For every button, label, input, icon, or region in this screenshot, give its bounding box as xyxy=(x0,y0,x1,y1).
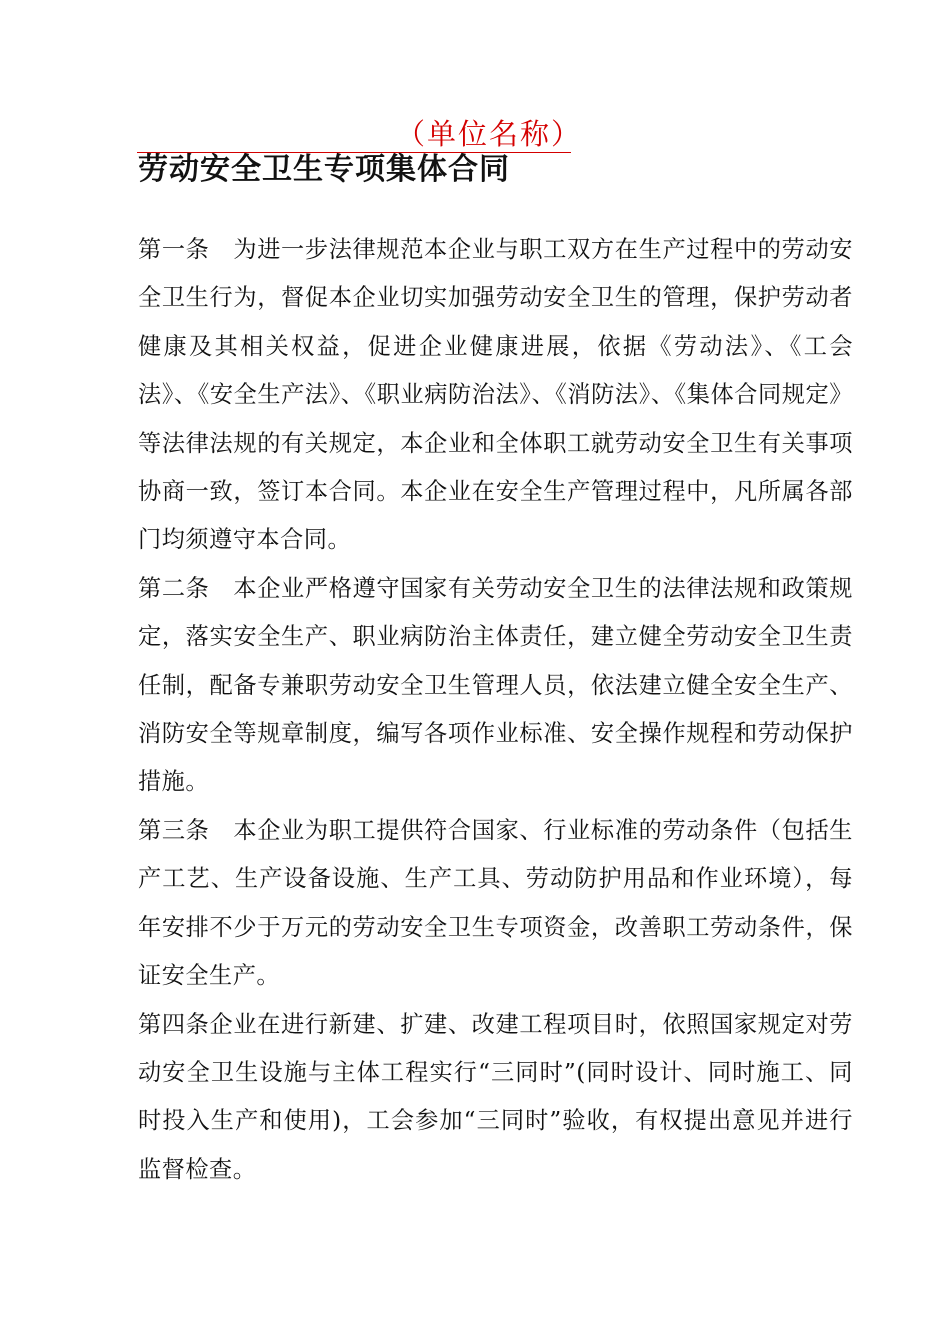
article-4: 第四条企业在进行新建、扩建、改建工程项目时，依照国家规定对劳动安全卫生设施与主体工程实行“三同时”(同时设计、同时施工、同时投入生产和使用)，工会参加“三同时”验收，有权提出意见并进行监督检查。 xyxy=(138,1010,853,1183)
article-3: 第三条 本企业为职工提供符合国家、行业标准的劳动条件（包括生产工艺、生产设备设施、生产工具、劳动防护用品和作业环境），每年安排不少于万元的劳动安全卫生专项资金，改善职工劳动条件，保证安全生产。 xyxy=(138,816,853,990)
document-title: 劳动安全卫生专项集体合同 xyxy=(138,152,510,187)
article-2: 第二条 本企业严格遵守国家有关劳动安全卫生的法律法规和政策规定，落实安全生产、职业病防治主体责任，建立健全劳动安全卫生责任制，配备专兼职劳动安全卫生管理人员，依法建立健全安全生产、消防安全等规章制度，编写各项作业标准、安全操作规程和劳动保护措施。 xyxy=(138,574,853,796)
article-1: 第一条 为进一步法律规范本企业与职工双方在生产过程中的劳动安全卫生行为，督促本企业切实加强劳动安全卫生的管理，保护劳动者健康及其相关权益，促进企业健康进展，依据《劳动法》、《工会法》、《安全生产法》、《职业病防治法》、《消防法》、《集体合同规定》等法律法规的有关规定，本企业和全体职工就劳动安全卫生有关事项协商一致，签订本合同。本企业在安全生产管理过程中，凡所属各部门均须遵守本合同。 xyxy=(138,236,853,554)
document-body xyxy=(138,226,853,1194)
unit-name-placeholder: （单位名称） xyxy=(396,117,583,151)
